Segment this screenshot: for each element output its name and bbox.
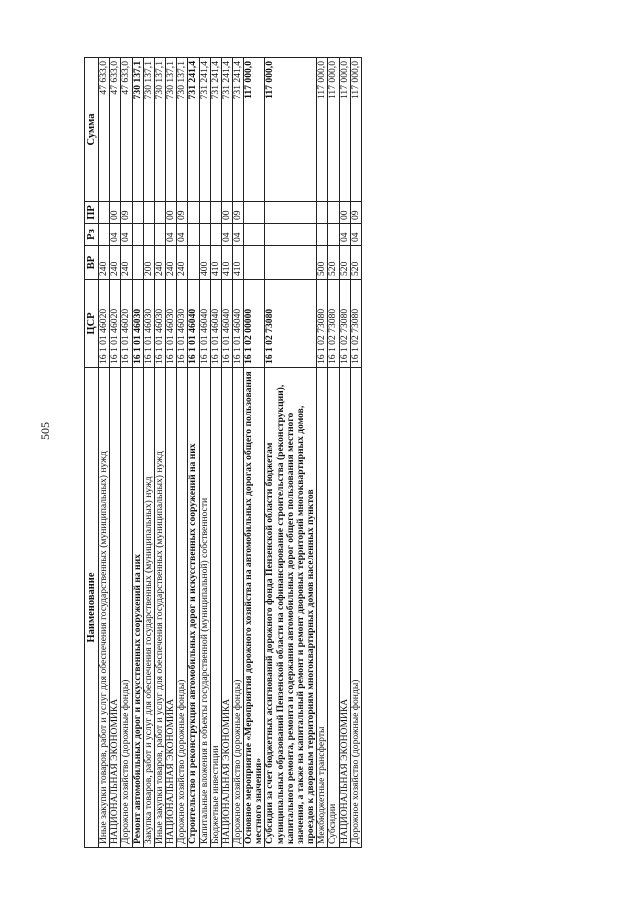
table-row	[154, 58, 165, 848]
table-body	[99, 58, 362, 848]
table-row	[110, 58, 121, 848]
cell-sum: 47 633,0	[121, 58, 132, 202]
cell-csr: 16 1 01 46030	[166, 280, 177, 368]
table-header-row	[85, 58, 99, 848]
table-row	[244, 58, 265, 848]
cell-name: Строительство и реконструкция автомобильных дорог и искусственных сооружений на них	[188, 368, 199, 848]
cell-sum: 117 000,0	[265, 58, 317, 202]
cell-pr: 00	[339, 202, 350, 224]
cell-csr: 16 1 01 46040	[233, 280, 244, 368]
cell-vr: 240	[166, 246, 177, 280]
cell-name: НАЦИОНАЛЬНАЯ ЭКОНОМИКА	[221, 368, 232, 848]
cell-pr	[199, 202, 210, 224]
cell-pr	[317, 202, 328, 224]
table-row	[121, 58, 132, 848]
table-row	[339, 58, 350, 848]
cell-pr	[99, 202, 110, 224]
header-name: Наименование	[85, 368, 99, 848]
cell-name: Дорожное хозяйство (дорожные фонды)	[233, 368, 244, 848]
cell-csr: 16 1 01 46040	[210, 280, 221, 368]
cell-name: Дорожное хозяйство (дорожные фонды)	[121, 368, 132, 848]
cell-rz	[199, 224, 210, 246]
cell-sum: 117 000,0	[350, 58, 361, 202]
cell-pr: 09	[233, 202, 244, 224]
cell-sum: 730 137,1	[154, 58, 165, 202]
cell-csr: 16 1 02 00000	[244, 280, 265, 368]
table-row	[199, 58, 210, 848]
cell-rz	[210, 224, 221, 246]
cell-name: Капитальные вложения в объекты государственной (муниципальной) собственности	[199, 368, 210, 848]
cell-name: Дорожное хозяйство (дорожные фонды)	[177, 368, 188, 848]
cell-pr	[244, 202, 265, 224]
cell-csr: 16 1 02 73080	[317, 280, 328, 368]
cell-csr: 16 1 01 46020	[99, 280, 110, 368]
cell-sum: 47 633,0	[99, 58, 110, 202]
header-vr: ВР	[85, 246, 99, 280]
cell-csr: 16 1 01 46040	[221, 280, 232, 368]
cell-rz	[99, 224, 110, 246]
cell-sum: 117 000,0	[328, 58, 339, 202]
cell-vr	[132, 246, 143, 280]
header-csr: ЦСР	[85, 280, 99, 368]
cell-vr: 520	[350, 246, 361, 280]
cell-name: Субсидии за счет бюджетных ассигнований дорожного фонда Пензенской области бюджетам муниципальных образований Пензенской области на софинансирование строительства (реконструкции), капитального ремонта, ремонта и содержания автомобильных дорог общего пользования местного значения, а также на капитальный ремонт и ремонт дворовых территорий многоквартирных домов, проездов к дворовым территориям многоквартирных домов населенных пунктов	[265, 368, 317, 848]
cell-rz	[328, 224, 339, 246]
cell-name: НАЦИОНАЛЬНАЯ ЭКОНОМИКА	[339, 368, 350, 848]
cell-sum: 731 241,4	[233, 58, 244, 202]
cell-vr: 410	[221, 246, 232, 280]
cell-vr: 500	[317, 246, 328, 280]
table-row	[233, 58, 244, 848]
cell-name: Иные закупки товаров, работ и услуг для обеспечения государственных (муниципальных) нужд	[154, 368, 165, 848]
cell-sum: 47 633,0	[110, 58, 121, 202]
table-row	[99, 58, 110, 848]
cell-rz: 04	[350, 224, 361, 246]
cell-rz: 04	[121, 224, 132, 246]
cell-name: НАЦИОНАЛЬНАЯ ЭКОНОМИКА	[166, 368, 177, 848]
budget-table	[84, 57, 362, 848]
cell-rz	[154, 224, 165, 246]
cell-sum: 731 241,4	[199, 58, 210, 202]
cell-vr	[244, 246, 265, 280]
cell-vr: 400	[199, 246, 210, 280]
table-row	[188, 58, 199, 848]
cell-pr: 00	[221, 202, 232, 224]
cell-name: Иные закупки товаров, работ и услуг для обеспечения государственных (муниципальных) нужд	[99, 368, 110, 848]
cell-rz	[265, 224, 317, 246]
cell-csr: 16 1 01 46020	[121, 280, 132, 368]
cell-vr: 240	[177, 246, 188, 280]
cell-rz	[317, 224, 328, 246]
table-row	[317, 58, 328, 848]
page-number: 505	[38, 422, 52, 440]
cell-pr	[265, 202, 317, 224]
cell-csr: 16 1 01 46040	[188, 280, 199, 368]
header-sum: Сумма	[85, 58, 99, 202]
cell-rz	[244, 224, 265, 246]
cell-vr: 240	[110, 246, 121, 280]
cell-name: Субсидии	[328, 368, 339, 848]
cell-vr	[265, 246, 317, 280]
cell-rz	[143, 224, 154, 246]
table-row	[328, 58, 339, 848]
cell-name: НАЦИОНАЛЬНАЯ ЭКОНОМИКА	[110, 368, 121, 848]
cell-pr: 09	[350, 202, 361, 224]
cell-csr: 16 1 01 46040	[199, 280, 210, 368]
cell-rz	[188, 224, 199, 246]
cell-vr: 410	[233, 246, 244, 280]
table-row	[221, 58, 232, 848]
cell-csr: 16 1 02 73080	[328, 280, 339, 368]
cell-sum: 731 241,4	[188, 58, 199, 202]
cell-sum: 117 000,0	[244, 58, 265, 202]
cell-name: Закупка товаров, работ и услуг для обеспечения государственных (муниципальных) нужд	[143, 368, 154, 848]
cell-pr	[210, 202, 221, 224]
cell-sum: 730 137,1	[132, 58, 143, 202]
cell-sum: 117 000,0	[339, 58, 350, 202]
table-row	[210, 58, 221, 848]
cell-vr	[188, 246, 199, 280]
cell-sum: 730 137,1	[177, 58, 188, 202]
cell-pr: 00	[166, 202, 177, 224]
header-pr: ПР	[85, 202, 99, 224]
cell-name: Бюджетные инвестиции	[210, 368, 221, 848]
cell-name: Дорожное хозяйство (дорожные фонды)	[350, 368, 361, 848]
cell-vr: 240	[99, 246, 110, 280]
cell-name: Основное мероприятие «Мероприятия дорожного хозяйства на автомобильных дорогах общего пользования местного значения»	[244, 368, 265, 848]
cell-rz: 04	[339, 224, 350, 246]
table-row	[350, 58, 361, 848]
table-row	[143, 58, 154, 848]
cell-sum: 730 137,1	[143, 58, 154, 202]
cell-sum: 117 000,0	[317, 58, 328, 202]
cell-csr: 16 1 01 46020	[110, 280, 121, 368]
cell-name: Межбюджетные трансферты	[317, 368, 328, 848]
header-rz: Рз	[85, 224, 99, 246]
cell-csr: 16 1 01 46030	[143, 280, 154, 368]
cell-pr	[132, 202, 143, 224]
cell-csr: 16 1 01 46030	[177, 280, 188, 368]
cell-pr	[328, 202, 339, 224]
cell-rz: 04	[177, 224, 188, 246]
cell-vr: 200	[143, 246, 154, 280]
cell-sum: 731 241,4	[210, 58, 221, 202]
cell-pr	[154, 202, 165, 224]
cell-csr: 16 1 02 73080	[350, 280, 361, 368]
cell-csr: 16 1 02 73080	[339, 280, 350, 368]
cell-rz: 04	[110, 224, 121, 246]
table-row	[265, 58, 317, 848]
cell-pr: 00	[110, 202, 121, 224]
cell-sum: 730 137,1	[166, 58, 177, 202]
cell-pr: 09	[121, 202, 132, 224]
cell-csr: 16 1 01 46030	[154, 280, 165, 368]
cell-csr: 16 1 02 73080	[265, 280, 317, 368]
cell-name: Ремонт автомобильных дорог и искусственных сооружений на них	[132, 368, 143, 848]
table-row	[177, 58, 188, 848]
cell-sum: 731 241,4	[221, 58, 232, 202]
cell-vr: 520	[328, 246, 339, 280]
cell-vr: 410	[210, 246, 221, 280]
cell-rz: 04	[221, 224, 232, 246]
cell-vr: 240	[154, 246, 165, 280]
table-row	[132, 58, 143, 848]
cell-rz: 04	[233, 224, 244, 246]
cell-pr: 09	[177, 202, 188, 224]
cell-csr: 16 1 01 46030	[132, 280, 143, 368]
cell-rz: 04	[166, 224, 177, 246]
table-row	[166, 58, 177, 848]
cell-pr	[143, 202, 154, 224]
cell-pr	[188, 202, 199, 224]
cell-rz	[132, 224, 143, 246]
budget-table-rotated	[84, 58, 362, 848]
cell-vr: 240	[121, 246, 132, 280]
cell-vr: 520	[339, 246, 350, 280]
